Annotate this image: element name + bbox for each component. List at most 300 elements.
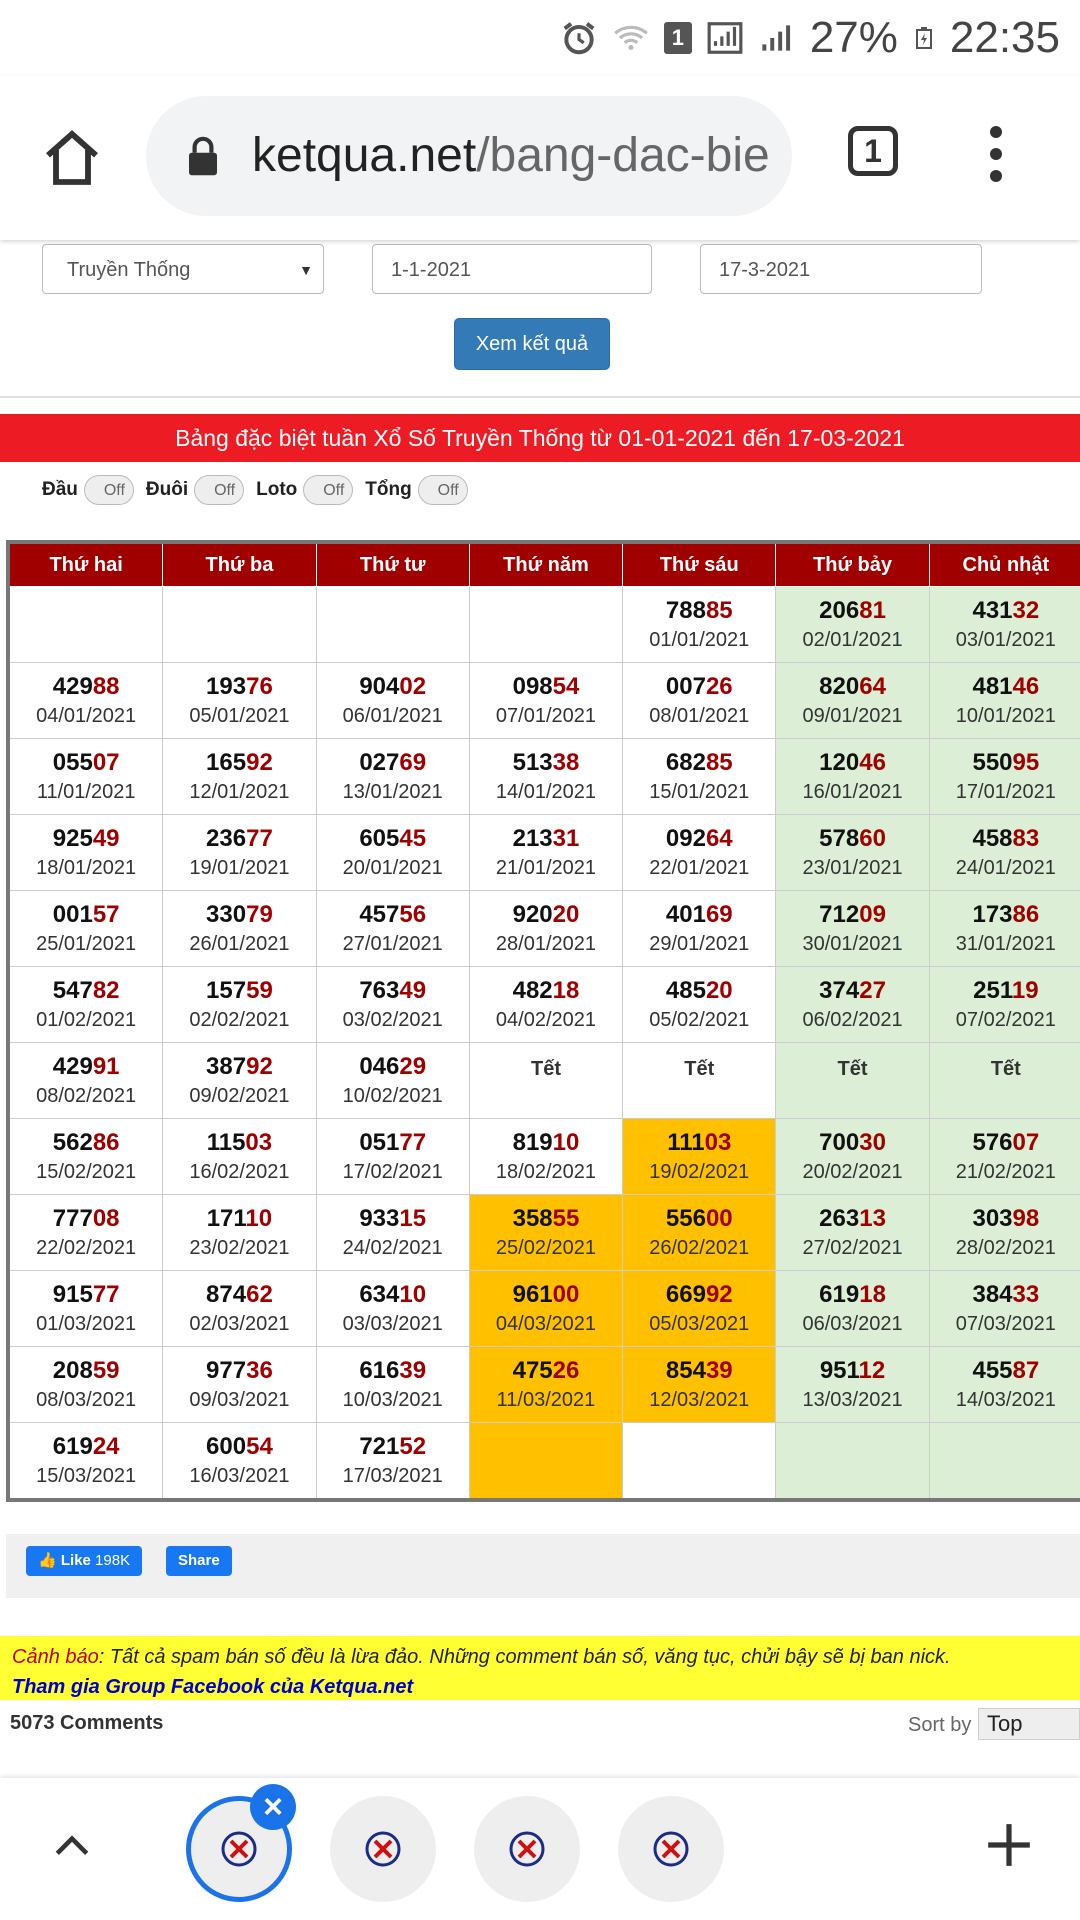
draw-date: 11/03/2021 [496, 1388, 596, 1411]
special-prize-number [470, 1204, 622, 1234]
number-tail: 92 [705, 1280, 733, 1308]
special-prize-number [623, 1356, 775, 1386]
draw-date: 02/01/2021 [802, 628, 903, 651]
draw-date: 09/01/2021 [802, 704, 903, 727]
result-cell [776, 1423, 929, 1501]
draw-date: 17/03/2021 [342, 1464, 443, 1487]
close-tab-icon[interactable]: × [250, 1784, 296, 1830]
table-row [8, 1347, 1080, 1423]
number-tail: 92 [246, 1052, 273, 1080]
toggle-loto[interactable]: Off [303, 475, 353, 505]
result-cell [776, 1043, 929, 1119]
draw-date: 17/01/2021 [955, 780, 1056, 803]
number-head: 157 [206, 976, 247, 1004]
number-head: 111 [667, 1128, 705, 1156]
result-cell [929, 587, 1080, 663]
tab-thumbnail[interactable] [474, 1796, 580, 1902]
number-head: 712 [819, 900, 860, 928]
number-head: 904 [359, 672, 400, 700]
facebook-like-button[interactable] [26, 1546, 142, 1576]
number-tail: 52 [399, 1432, 427, 1460]
number-head: 236 [206, 824, 247, 852]
special-prize-number [930, 900, 1080, 930]
result-cell [163, 663, 316, 739]
result-cell [929, 1119, 1080, 1195]
draw-date: 31/01/2021 [955, 932, 1056, 955]
result-cell [163, 1195, 316, 1271]
number-tail: 49 [92, 824, 120, 852]
draw-date: 07/01/2021 [495, 704, 597, 727]
result-cell [316, 1195, 469, 1271]
result-cell [316, 1347, 469, 1423]
number-head: 387 [206, 1052, 247, 1080]
column-header: Thứ sáu [623, 542, 776, 587]
table-row [8, 891, 1080, 967]
number-tail: 02 [399, 672, 427, 700]
number-head: 634 [359, 1280, 400, 1308]
result-cell [623, 587, 776, 663]
result-cell [469, 1271, 622, 1347]
special-prize-number [10, 1432, 162, 1462]
result-cell [929, 1347, 1080, 1423]
result-cell [469, 891, 622, 967]
number-head: 046 [359, 1052, 400, 1080]
table-title-banner: Bảng đặc biệt tuần Xổ Số Truyền Thống từ 01-01-2021 đến 17-03-2021 [0, 414, 1080, 462]
toggle-row [42, 472, 474, 508]
number-tail: 88 [92, 672, 120, 700]
special-prize-number [163, 672, 315, 702]
result-cell [623, 891, 776, 967]
divider [0, 396, 1080, 398]
number-head: 562 [52, 1128, 93, 1156]
draw-date: 06/01/2021 [342, 704, 443, 727]
number-head: 920 [512, 900, 553, 928]
table-row [8, 1271, 1080, 1347]
draw-date: 09/02/2021 [189, 1084, 290, 1107]
number-head: 263 [819, 1204, 860, 1232]
result-cell [623, 663, 776, 739]
result-cell [469, 663, 622, 739]
number-tail: 92 [246, 748, 273, 776]
date-to-input[interactable]: 17-3-2021 [700, 244, 982, 294]
draw-date: 13/01/2021 [342, 780, 443, 803]
warning-label: Cảnh báo [12, 1646, 99, 1668]
table-row [8, 663, 1080, 739]
comments-bar [0, 1708, 1080, 1748]
draw-date: 21/01/2021 [495, 856, 597, 879]
special-prize-number [930, 1356, 1080, 1386]
special-prize-number [623, 1280, 775, 1310]
number-head: 961 [512, 1280, 553, 1308]
site-logo-icon [646, 1829, 696, 1869]
number-head: 458 [972, 824, 1013, 852]
draw-date: 30/01/2021 [802, 932, 903, 955]
number-head: 429 [52, 1052, 93, 1080]
special-prize-number [317, 1204, 469, 1234]
number-head: 374 [819, 976, 860, 1004]
result-cell [316, 1043, 469, 1119]
column-header: Thứ tư [316, 542, 469, 587]
number-tail: 10 [552, 1128, 580, 1156]
draw-date: 18/01/2021 [36, 856, 137, 879]
tab-thumbnail[interactable] [330, 1796, 436, 1902]
column-header: Thứ bảy [776, 542, 929, 587]
result-cell [316, 663, 469, 739]
number-head: 055 [52, 748, 93, 776]
draw-date: 16/01/2021 [802, 780, 903, 803]
number-tail: 07 [1012, 1128, 1040, 1156]
number-tail: 20 [705, 976, 733, 1004]
result-cell [163, 1423, 316, 1501]
number-head: 303 [972, 1204, 1013, 1232]
number-head: 330 [206, 900, 247, 928]
number-head: 431 [972, 596, 1013, 624]
number-head: 777 [52, 1204, 93, 1232]
table-row [8, 1423, 1080, 1501]
special-prize-number [776, 672, 928, 702]
lottery-type-value: Truyền Thống [67, 259, 191, 281]
alarm-icon [560, 19, 598, 57]
comment-count: 5073 Comments [10, 1712, 164, 1734]
result-cell [469, 1347, 622, 1423]
number-tail: 81 [859, 596, 886, 624]
sort-label: Sort by [908, 1714, 972, 1736]
number-tail: 00 [705, 1204, 733, 1232]
holiday-label: Tết [684, 1057, 715, 1080]
special-prize-number [10, 672, 162, 702]
number-head: 547 [52, 976, 93, 1004]
result-cell [469, 967, 622, 1043]
special-prize-number [163, 1280, 315, 1310]
number-tail: 07 [92, 748, 120, 776]
tab-thumbnail[interactable] [618, 1796, 724, 1902]
draw-date: 24/01/2021 [955, 856, 1056, 879]
result-cell [623, 967, 776, 1043]
special-prize-number [930, 1280, 1080, 1310]
number-tail: 29 [399, 1052, 427, 1080]
home-icon[interactable] [40, 126, 104, 190]
special-prize-number [930, 824, 1080, 854]
draw-date: 08/01/2021 [649, 704, 750, 727]
notification-badge: 1 [664, 22, 692, 54]
number-head: 481 [972, 672, 1013, 700]
result-cell [469, 1043, 622, 1119]
results-table-container [6, 540, 1080, 1502]
result-cell [469, 1195, 622, 1271]
special-prize-number [776, 748, 928, 778]
draw-date: 29/01/2021 [649, 932, 750, 955]
number-tail: 54 [552, 672, 580, 700]
toggle-tong[interactable]: Off [418, 475, 468, 505]
toggle-dau[interactable]: Off [84, 475, 134, 505]
result-cell [929, 891, 1080, 967]
number-tail: 15 [399, 1204, 427, 1232]
draw-date: 14/03/2021 [955, 1388, 1056, 1411]
draw-date: 10/01/2021 [955, 704, 1056, 727]
special-prize-number [930, 596, 1080, 626]
number-tail: 10 [245, 1204, 273, 1232]
draw-date: 26/01/2021 [189, 932, 290, 955]
number-head: 619 [52, 1432, 93, 1460]
number-head: 213 [512, 824, 553, 852]
result-cell [8, 587, 163, 663]
table-row [8, 587, 1080, 663]
draw-date: 05/02/2021 [649, 1008, 750, 1031]
special-prize-number [317, 900, 469, 930]
number-tail: 18 [552, 976, 580, 1004]
number-head: 051 [359, 1128, 400, 1156]
draw-date: 24/02/2021 [342, 1236, 443, 1259]
number-head: 820 [819, 672, 860, 700]
special-prize-number [930, 976, 1080, 1006]
special-prize-number [317, 748, 469, 778]
result-cell [163, 815, 316, 891]
number-tail: 98 [1012, 1204, 1040, 1232]
clock: 22:35 [949, 13, 1060, 62]
special-prize-number [776, 1128, 928, 1158]
result-cell [8, 1347, 163, 1423]
number-tail: 19 [1011, 976, 1039, 1004]
date-from-input[interactable]: 1-1-2021 [372, 244, 652, 294]
result-cell [623, 739, 776, 815]
result-cell [776, 739, 929, 815]
sort-value: Top [987, 1711, 1023, 1736]
result-cell [8, 1423, 163, 1501]
result-cell [929, 1423, 1080, 1501]
column-header: Thứ hai [8, 542, 163, 587]
draw-date: 07/03/2021 [955, 1312, 1056, 1335]
number-head: 429 [52, 672, 93, 700]
result-cell [163, 1119, 316, 1195]
draw-date: 27/02/2021 [802, 1236, 903, 1259]
result-cell [163, 1271, 316, 1347]
browser-toolbar [0, 76, 1080, 240]
special-prize-number [317, 672, 469, 702]
number-tail: 39 [705, 1356, 733, 1384]
result-cell [929, 967, 1080, 1043]
number-head: 788 [665, 596, 706, 624]
special-prize-number [10, 1356, 162, 1386]
holiday-label: Tết [990, 1057, 1021, 1080]
result-cell [8, 891, 163, 967]
result-cell [623, 1195, 776, 1271]
number-tail: 36 [246, 1356, 273, 1384]
special-prize-number [930, 748, 1080, 778]
special-prize-number [930, 1128, 1080, 1158]
number-tail: 33 [1012, 1280, 1040, 1308]
draw-date: 06/02/2021 [802, 1008, 903, 1031]
thumbs-up-icon: 👍 [38, 1552, 57, 1569]
special-prize-number [317, 1128, 469, 1158]
number-tail: 57 [92, 900, 120, 928]
address-bar[interactable] [146, 96, 792, 216]
number-tail: 26 [705, 672, 733, 700]
number-head: 457 [359, 900, 400, 928]
site-logo-icon [502, 1829, 552, 1869]
result-cell [776, 587, 929, 663]
number-head: 933 [359, 1204, 400, 1232]
table-row [8, 1043, 1080, 1119]
special-prize-number [317, 1052, 469, 1082]
holiday-label: Tết [530, 1057, 561, 1080]
draw-date: 03/01/2021 [955, 628, 1056, 651]
special-prize-number [10, 1204, 162, 1234]
toggle-label-loto: Loto [256, 479, 298, 500]
facebook-share-button[interactable]: Share [166, 1546, 232, 1576]
special-prize-number [776, 596, 928, 626]
number-head: 874 [206, 1280, 247, 1308]
facebook-group-link[interactable]: Tham gia Group Facebook của Ketqua.net [12, 1676, 414, 1698]
result-cell [163, 1043, 316, 1119]
draw-date: 23/02/2021 [189, 1236, 290, 1259]
draw-date: 04/03/2021 [495, 1312, 597, 1335]
result-cell [776, 815, 929, 891]
number-head: 401 [665, 900, 706, 928]
spam-warning [0, 1636, 1080, 1700]
special-prize-number [163, 900, 315, 930]
special-prize-number [10, 748, 162, 778]
number-tail: 46 [859, 748, 886, 776]
result-cell [316, 1423, 469, 1501]
result-cell [929, 1043, 1080, 1119]
special-prize-number [470, 748, 622, 778]
number-tail: 60 [859, 824, 886, 852]
special-prize-number [470, 1280, 622, 1310]
result-cell [929, 1195, 1080, 1271]
draw-date: 26/02/2021 [649, 1236, 750, 1259]
toggle-label-tong: Tổng [365, 479, 412, 500]
special-prize-number [623, 748, 775, 778]
chevron-down-icon: ▼ [299, 262, 313, 278]
result-cell [316, 739, 469, 815]
sort-select[interactable] [978, 1708, 1080, 1740]
number-head: 251 [973, 976, 1012, 1004]
number-head: 513 [512, 748, 553, 776]
result-cell [929, 815, 1080, 891]
number-tail: 77 [399, 1128, 427, 1156]
view-results-button[interactable]: Xem kết quả [454, 318, 610, 370]
number-head: 193 [206, 672, 247, 700]
result-cell [776, 663, 929, 739]
number-tail: 24 [92, 1432, 120, 1460]
special-prize-number [776, 976, 928, 1006]
special-prize-number [163, 824, 315, 854]
special-prize-number [163, 976, 315, 1006]
number-tail: 69 [399, 748, 427, 776]
table-row [8, 815, 1080, 891]
special-prize-number [163, 748, 315, 778]
column-header: Thứ năm [469, 542, 622, 587]
number-head: 027 [359, 748, 400, 776]
number-head: 384 [972, 1280, 1013, 1308]
result-cell [316, 1119, 469, 1195]
warning-text: : Tất cả spam bán số đều là lừa đảo. Những comment bán số, văng tục, chửi bậy sẽ bị ban nick. [98, 1646, 951, 1668]
draw-date: 17/02/2021 [342, 1160, 443, 1183]
special-prize-number [317, 1432, 469, 1462]
draw-date: 28/01/2021 [495, 932, 597, 955]
draw-date: 19/01/2021 [189, 856, 290, 879]
result-cell [623, 1347, 776, 1423]
result-cell [776, 1119, 929, 1195]
special-prize-number [776, 1204, 928, 1234]
number-head: 977 [206, 1356, 247, 1384]
draw-date: 13/03/2021 [802, 1388, 903, 1411]
special-prize-number [163, 1128, 315, 1158]
number-tail: 91 [92, 1052, 120, 1080]
number-head: 576 [972, 1128, 1013, 1156]
result-cell [776, 1195, 929, 1271]
table-row [8, 1119, 1080, 1195]
number-tail: 18 [859, 1280, 886, 1308]
number-tail: 77 [92, 1280, 120, 1308]
draw-date: 10/03/2021 [342, 1388, 443, 1411]
number-head: 173 [972, 900, 1013, 928]
special-prize-number [470, 900, 622, 930]
special-prize-number [470, 976, 622, 1006]
number-head: 854 [665, 1356, 706, 1384]
number-head: 120 [819, 748, 860, 776]
like-label: Like [60, 1552, 91, 1569]
special-prize-number [470, 1128, 622, 1158]
draw-date: 22/01/2021 [649, 856, 750, 879]
url-domain: ketqua.net [252, 129, 477, 182]
number-tail: 32 [1012, 596, 1040, 624]
tab-switcher-button[interactable]: 1 [848, 126, 898, 176]
more-menu-icon[interactable] [984, 126, 1008, 190]
site-logo-icon [358, 1829, 408, 1869]
special-prize-number [163, 1432, 315, 1462]
result-cell [8, 967, 163, 1043]
result-cell [316, 891, 469, 967]
number-head: 550 [972, 748, 1013, 776]
draw-date: 02/02/2021 [189, 1008, 290, 1031]
chevron-up-icon[interactable] [50, 1824, 94, 1868]
toggle-duoi[interactable]: Off [194, 475, 244, 505]
number-tail: 62 [246, 1280, 273, 1308]
number-head: 925 [52, 824, 93, 852]
result-cell [8, 739, 163, 815]
result-cell [163, 587, 316, 663]
special-prize-number [10, 1280, 162, 1310]
number-head: 007 [665, 672, 706, 700]
like-count: 198K [95, 1552, 131, 1569]
number-tail: 95 [1012, 748, 1040, 776]
number-head: 600 [206, 1432, 247, 1460]
special-prize-number [163, 1052, 315, 1082]
number-head: 819 [512, 1128, 553, 1156]
number-tail: 03 [245, 1128, 273, 1156]
new-tab-plus-icon[interactable] [984, 1820, 1034, 1870]
special-prize-number [163, 1356, 315, 1386]
number-tail: 55 [552, 1204, 580, 1232]
result-cell [163, 739, 316, 815]
lottery-type-select[interactable] [42, 244, 324, 294]
result-cell [623, 1043, 776, 1119]
special-prize-number [163, 1204, 315, 1234]
result-cell [623, 1423, 776, 1501]
draw-date: 04/02/2021 [495, 1008, 597, 1031]
result-cell [8, 1119, 163, 1195]
special-prize-number [470, 1356, 622, 1386]
signal-icon [758, 19, 796, 57]
table-row [8, 1195, 1080, 1271]
number-tail: 49 [399, 976, 427, 1004]
result-cell [469, 587, 622, 663]
result-cell [8, 1271, 163, 1347]
draw-date: 01/01/2021 [649, 628, 750, 651]
number-head: 951 [819, 1356, 859, 1384]
number-head: 208 [52, 1356, 93, 1384]
